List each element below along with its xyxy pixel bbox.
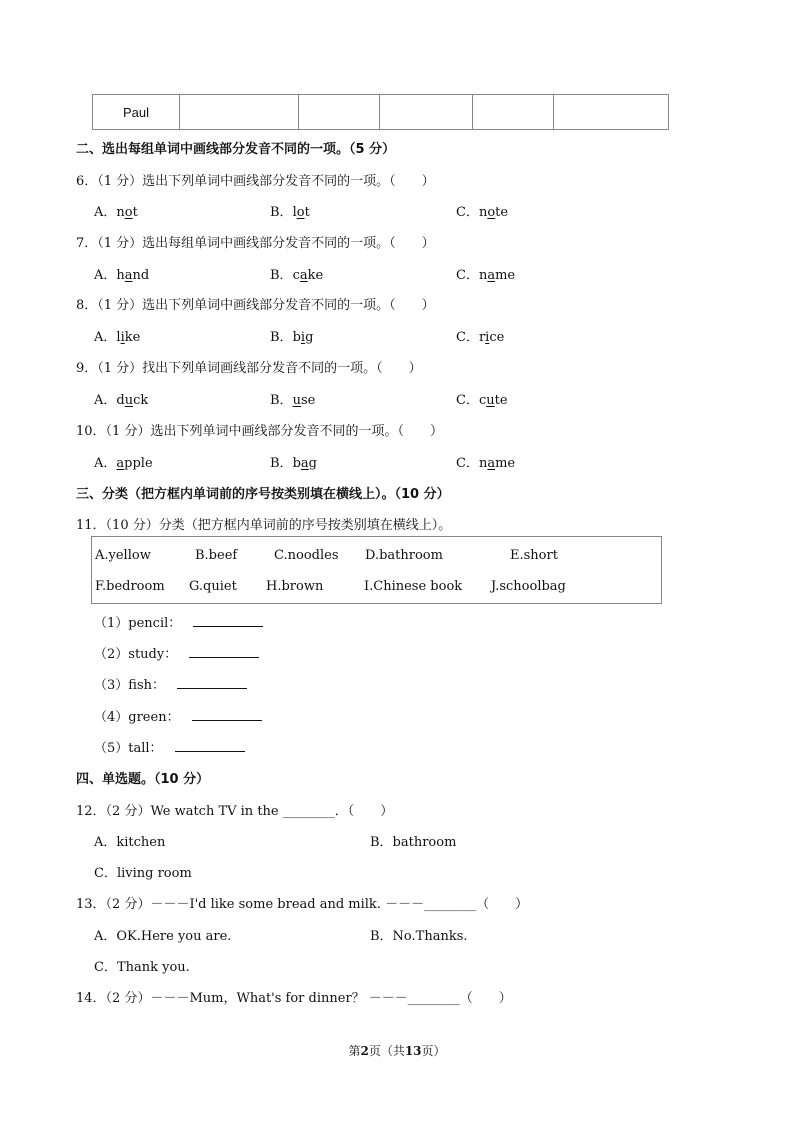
classify-label: （4）green： [94,710,180,725]
question-6-stem: 6．（1 分）选出下列单词中画线部分发音不同的一项。（ ） [76,174,435,189]
page-footer [0,1042,794,1059]
table-row [93,95,669,130]
word-part: te [495,205,509,220]
score-table [92,94,669,130]
underlined-letter: u [124,393,134,408]
underlined-letter: u [486,393,495,408]
underlined-letter: o [296,205,305,220]
option-letter: C． [456,268,479,283]
question-6-option-b[interactable] [270,201,310,220]
answer-blank[interactable] [175,739,245,752]
word-part: n [478,205,488,220]
word-part: pple [124,456,153,471]
classify-item-4 [94,706,262,725]
option-letter: C． [456,330,479,345]
question-9-stem: 9．（1 分）找出下列单词画线部分发音不同的一项。（ ） [76,361,422,376]
word-part: me [495,268,516,283]
question-12-stem: 12．（2 分）We watch TV in the ________．（ ） [76,804,394,819]
word-part: n [478,456,488,471]
table-cell [554,95,669,130]
question-6-option-c[interactable] [456,201,508,220]
underlined-letter: u [292,393,301,408]
word-part: t [304,205,310,220]
classify-item-3 [94,674,247,693]
word-part: t [132,205,138,220]
question-12-option-a[interactable]: A．kitchen [94,835,166,850]
classify-item-5 [94,737,245,756]
question-9-option-b[interactable] [270,389,315,408]
word-box [91,536,662,604]
word-part: l [116,330,121,345]
word-part: c [292,268,300,283]
question-9-option-a[interactable] [94,389,148,408]
word-item: D.bathroom [365,548,443,563]
footer-text: 第 [348,1044,361,1058]
question-7-option-b[interactable] [270,264,323,283]
word-part: h [116,268,125,283]
question-13-stem: 13．（2 分）－－－I'd like some bread and milk. －－－________（ ） [76,897,529,912]
question-10-option-c[interactable] [456,452,515,471]
word-part: ck [133,393,149,408]
word-part: l [292,205,297,220]
word-part: se [300,393,316,408]
word-item: A.yellow [95,548,151,563]
option-letter: A． [94,393,117,408]
question-11-stem: 11．（10 分）分类（把方框内单词前的序号按类别填在横线上）。 [76,518,452,533]
section-4-title: 四、单选题。（10 分） [76,772,210,787]
answer-blank[interactable] [193,614,263,627]
underlined-letter: a [116,456,125,471]
option-letter: A． [94,268,117,283]
word-item: J.schoolbag [491,579,566,594]
underlined-letter: i [300,330,306,345]
question-10-option-a[interactable] [94,452,153,471]
underlined-letter: a [487,268,496,283]
option-letter: A． [94,205,117,220]
classify-label: （5）tall： [94,741,163,756]
question-9-option-c[interactable] [456,389,508,408]
option-letter: C． [456,393,479,408]
question-13-option-a[interactable]: A．OK.Here you are. [94,929,232,944]
table-cell [180,95,299,130]
question-7-stem: 7．（1 分）选出每组单词中画线部分发音不同的一项。（ ） [76,236,435,251]
word-part: ke [124,330,141,345]
table-cell [473,95,554,130]
option-letter: B． [270,456,293,471]
footer-text: 页） [421,1044,446,1058]
underlined-letter: o [487,205,496,220]
underlined-letter: a [299,268,308,283]
word-item: H.brown [266,579,324,594]
question-13-option-c[interactable]: C．Thank you. [94,960,190,975]
word-part: b [292,330,301,345]
word-item: F.bedroom [95,579,165,594]
question-14-stem: 14．（2 分）－－－Mum，What's for dinner？ －－－________（ ） [76,991,512,1006]
answer-blank[interactable] [192,708,262,721]
underlined-letter: i [485,330,490,345]
option-letter: B． [270,330,293,345]
underlined-letter: a [300,456,309,471]
word-item: I.Chinese book [364,579,463,594]
option-letter: C． [456,456,479,471]
classify-label: （2）study： [94,647,178,662]
classify-label: （3）fish： [94,678,165,693]
question-13-option-b[interactable]: B．No.Thanks. [370,929,468,944]
word-part: ce [489,330,505,345]
option-letter: C． [456,205,479,220]
word-part: n [116,205,125,220]
question-8-option-b[interactable] [270,326,313,345]
word-part: d [116,393,125,408]
table-cell [299,95,380,130]
word-item: B.beef [195,548,238,563]
question-7-option-a[interactable] [94,264,149,283]
word-part: b [292,456,301,471]
question-12-option-c[interactable]: C．living room [94,866,192,881]
word-part: n [478,268,488,283]
option-letter: B． [270,268,293,283]
word-item: G.quiet [189,579,237,594]
question-8-option-a[interactable] [94,326,140,345]
question-7-option-c[interactable] [456,264,515,283]
word-part: r [478,330,486,345]
answer-blank[interactable] [177,676,247,689]
question-8-option-c[interactable] [456,326,504,345]
section-2-title: 二、选出每组单词中画线部分发音不同的一项。（5 分） [76,142,396,157]
table-cell [380,95,473,130]
table-cell-name: Paul [93,95,180,130]
word-part: ke [307,268,324,283]
question-10-stem: 10．（1 分）选出下列单词中画线部分发音不同的一项。（ ） [76,424,443,439]
underlined-letter: a [487,456,496,471]
question-12-option-b[interactable]: B．bathroom [370,835,457,850]
word-part: nd [132,268,150,283]
word-item: C.noodles [274,548,339,563]
answer-blank[interactable] [189,645,259,658]
underlined-letter: o [124,205,133,220]
option-letter: A． [94,456,117,471]
classify-item-1 [94,612,263,631]
word-part: g [308,456,317,471]
classify-item-2 [94,643,259,662]
option-letter: A． [94,330,117,345]
question-6-option-a[interactable] [94,201,138,220]
option-letter: B． [270,393,293,408]
total-pages: 13 [404,1044,422,1058]
question-8-stem: 8．（1 分）选出下列单词中画线部分发音不同的一项。（ ） [76,298,435,313]
option-letter: B． [270,205,293,220]
word-part: g [305,330,314,345]
word-part: c [478,393,487,408]
underlined-letter: a [124,268,133,283]
word-part: te [494,393,508,408]
page-number: 2 [360,1044,369,1058]
footer-text: 页（共 [368,1044,405,1058]
classify-label: （1）pencil： [94,616,182,631]
word-item: E.short [510,548,558,563]
underlined-letter: i [120,330,125,345]
word-part: me [495,456,516,471]
question-10-option-b[interactable] [270,452,317,471]
section-3-title: 三、分类（把方框内单词前的序号按类别填在横线上）。（10 分） [76,487,450,502]
